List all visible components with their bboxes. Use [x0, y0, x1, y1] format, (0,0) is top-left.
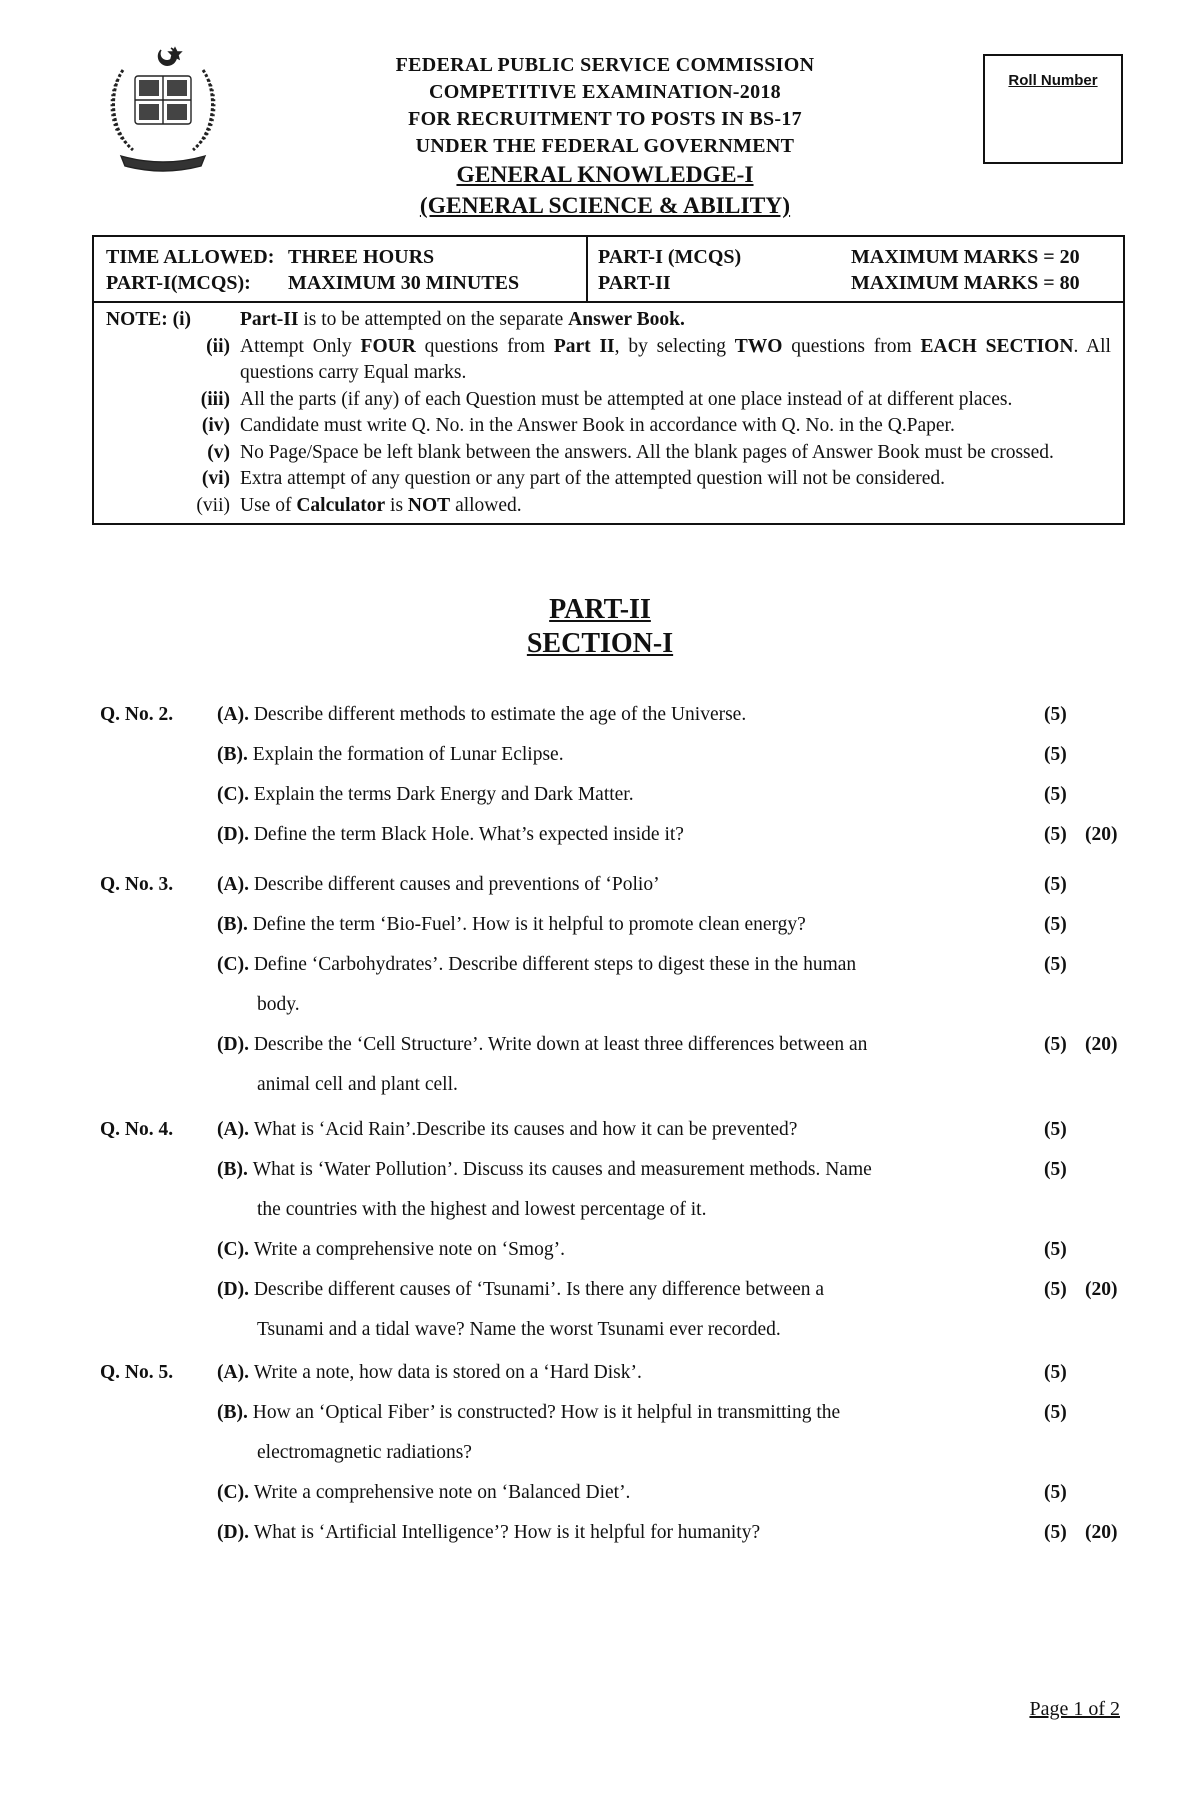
note-text: Candidate must write Q. No. in the Answer Book in accordance with Q. No. in the Q.Paper. [240, 415, 955, 436]
part-label: (C). [217, 954, 254, 975]
part-label: (B). [217, 744, 253, 765]
header-line-3: FOR RECRUITMENT TO POSTS IN BS-17 [408, 108, 802, 130]
part-marks: (5) [1044, 1034, 1067, 1055]
part2-label: PART-II [598, 272, 671, 294]
note-text: All the parts (if any) of each Question must be attempted at one place instead of at different places. [240, 388, 1013, 410]
roll-number-box[interactable] [983, 54, 1123, 164]
question-part [100, 1393, 1140, 1473]
part-label: (D). [217, 1034, 254, 1055]
note-text: Extra attempt of any question or any part of the attempted question will not be considered. [240, 468, 946, 489]
note-item [106, 387, 1111, 414]
time-marks-row [94, 237, 1123, 303]
question-part [100, 735, 1140, 775]
note-label: NOTE: [106, 309, 168, 330]
question-text: (B). Explain the formation of Lunar Eclipse. [217, 744, 564, 765]
part-label: (C). [217, 1482, 254, 1503]
note-number: (vi) [201, 468, 230, 489]
part-marks: (5) [1044, 1159, 1067, 1180]
question-block [100, 1110, 1140, 1350]
part-marks: (5) [1044, 874, 1067, 895]
subject-subtitle: (GENERAL SCIENCE & ABILITY) [419, 193, 791, 219]
question-text: (B). How an ‘Optical Fiber’ is constructed? How is it helpful in transmitting the electromagnetic radiations? [217, 1402, 841, 1463]
part-marks: (5) [1044, 1402, 1067, 1423]
question-total-marks: (20) [1085, 1522, 1118, 1543]
part-marks: (5) [1044, 1239, 1067, 1260]
part-marks: (5) [1044, 1482, 1067, 1503]
note-item [106, 413, 1111, 440]
question-part [100, 1353, 1140, 1393]
question-text: (A). Describe different causes and preventions of ‘Polio’ [217, 874, 660, 895]
section-heading: SECTION-I [526, 628, 674, 659]
question-text: (A). Describe different methods to estimate the age of the Universe. [217, 704, 747, 725]
part1-marks: MAXIMUM MARKS = 20 [851, 246, 1080, 268]
note-number: (v) [207, 441, 230, 463]
note-text: Attempt Only FOUR questions from Part II, by selecting TWO questions from EACH SECTION. All questions carry Equal marks. [240, 335, 1111, 383]
question-part [100, 1230, 1140, 1270]
question-text: (C). Write a comprehensive note on ‘Balanced Diet’. [217, 1482, 631, 1503]
question-part [100, 1473, 1140, 1513]
exam-header [330, 52, 880, 222]
note-item [106, 440, 1111, 467]
question-part [100, 865, 1140, 905]
question-text: (B). What is ‘Water Pollution’. Discuss its causes and measurement methods. Name the countries with the highest and lowest percentage of it. [217, 1159, 872, 1220]
mcq-time-value: MAXIMUM 30 MINUTES [288, 272, 520, 294]
header-line-1: FEDERAL PUBLIC SERVICE COMMISSION [395, 54, 815, 76]
question-text: (A). Write a note, how data is stored on a ‘Hard Disk’. [217, 1362, 642, 1383]
subject-title: GENERAL KNOWLEDGE-I [456, 162, 754, 188]
note-item [106, 493, 1111, 520]
part-marks: (5) [1044, 704, 1067, 725]
part-label: (B). [217, 1159, 253, 1180]
part-heading: PART-II [549, 594, 651, 625]
part-marks: (5) [1044, 1279, 1067, 1300]
part-marks: (5) [1044, 824, 1067, 845]
note-text: Use of Calculator is NOT allowed. [240, 494, 522, 516]
notes-list [94, 303, 1123, 523]
question-block [100, 865, 1140, 1105]
part1-label: PART-I (MCQS) [598, 246, 742, 268]
part-marks: (5) [1044, 954, 1067, 975]
question-part [100, 815, 1140, 855]
part-marks: (5) [1044, 1522, 1067, 1543]
question-text: (C). Explain the terms Dark Energy and Dark Matter. [217, 784, 634, 805]
part2-marks: MAXIMUM MARKS = 80 [851, 272, 1080, 294]
question-text: (C). Write a comprehensive note on ‘Smog’. [217, 1239, 565, 1260]
time-cell [94, 237, 588, 301]
question-text: (C). Define ‘Carbohydrates’. Describe different steps to digest these in the human body. [217, 954, 857, 1015]
part-label: (A). [217, 1362, 254, 1383]
instructions-table [92, 235, 1125, 525]
question-text: (B). Define the term ‘Bio-Fuel’. How is it helpful to promote clean energy? [217, 914, 806, 935]
part-label: (B). [217, 914, 253, 935]
part-label: (D). [217, 824, 254, 845]
time-allowed-value: THREE HOURS [288, 246, 435, 268]
question-number: Q. No. 3. [100, 874, 174, 895]
question-block [100, 695, 1140, 855]
note-number: (iii) [200, 388, 230, 410]
header-line-4: UNDER THE FEDERAL GOVERNMENT [415, 135, 795, 157]
question-part [100, 775, 1140, 815]
note-number: (iv) [201, 415, 230, 436]
question-number: Q. No. 2. [100, 704, 174, 725]
question-total-marks: (20) [1085, 1279, 1118, 1300]
part-label: (C). [217, 1239, 254, 1260]
question-text: (D). Describe different causes of ‘Tsunami’. Is there any difference between a Tsunami and a tidal wave? Name the worst Tsunami ever recorded. [217, 1279, 825, 1340]
part-label: (A). [217, 874, 254, 895]
question-text: (D). What is ‘Artificial Intelligence’? How is it helpful for humanity? [217, 1522, 761, 1543]
note-number: (ii) [206, 335, 230, 357]
part-label: (A). [217, 1119, 254, 1140]
question-part [100, 1270, 1140, 1350]
question-block [100, 1353, 1140, 1553]
part-label: (D). [217, 1279, 254, 1300]
part-label: (C). [217, 784, 254, 805]
note-item [106, 334, 1111, 387]
question-part [100, 1513, 1140, 1553]
note-item [106, 466, 1111, 493]
question-part [100, 1150, 1140, 1230]
note-item [106, 307, 1111, 334]
note-text: Part-II is to be attempted on the separate Answer Book. [240, 309, 685, 330]
part-marks: (5) [1044, 1362, 1067, 1383]
question-part [100, 945, 1140, 1025]
question-part [100, 905, 1140, 945]
question-part [100, 695, 1140, 735]
question-number: Q. No. 4. [100, 1119, 174, 1140]
time-allowed-label: TIME ALLOWED: [106, 246, 275, 268]
question-text: (D). Describe the ‘Cell Structure’. Write down at least three differences between an animal cell and plant cell. [217, 1034, 868, 1095]
note-number: (vii) [196, 494, 230, 516]
page-number: Page 1 of 2 [1029, 1698, 1120, 1720]
part-label: (D). [217, 1522, 254, 1543]
question-total-marks: (20) [1085, 1034, 1118, 1055]
part-marks: (5) [1044, 914, 1067, 935]
mcq-time-label: PART-I(MCQS): [106, 272, 251, 294]
part-label: (B). [217, 1402, 253, 1423]
note-number: NOTE: (i) [106, 309, 192, 330]
part-marks: (5) [1044, 744, 1067, 765]
part-label: (A). [217, 704, 254, 725]
header-line-2: COMPETITIVE EXAMINATION-2018 [429, 81, 781, 103]
question-part [100, 1110, 1140, 1150]
government-emblem [103, 40, 223, 175]
question-number: Q. No. 5. [100, 1362, 174, 1383]
part-marks: (5) [1044, 1119, 1067, 1140]
question-total-marks: (20) [1085, 824, 1118, 845]
marks-cell [588, 237, 1123, 301]
part-marks: (5) [1044, 784, 1067, 805]
question-part [100, 1025, 1140, 1105]
question-text: (D). Define the term Black Hole. What’s expected inside it? [217, 824, 684, 845]
note-text: No Page/Space be left blank between the answers. All the blank pages of Answer Book must be crossed. [240, 441, 1054, 463]
roll-number-label: Roll Number [1008, 72, 1098, 89]
question-text: (A). What is ‘Acid Rain’.Describe its causes and how it can be prevented? [217, 1119, 798, 1140]
